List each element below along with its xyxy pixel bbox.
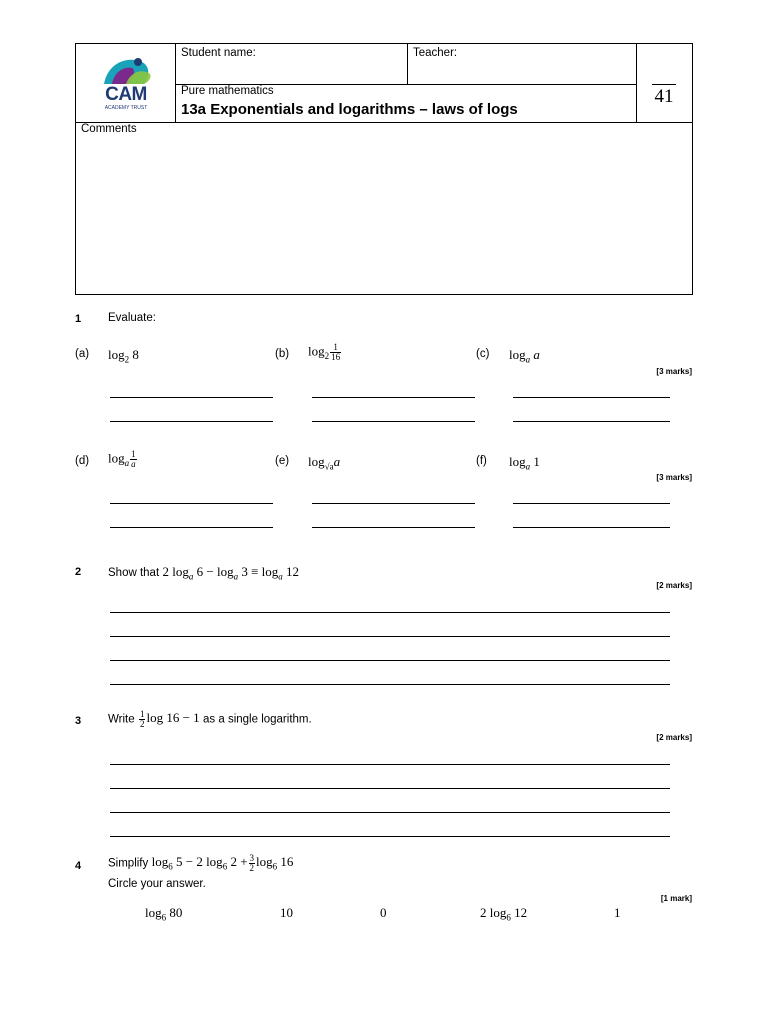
logo-text: CAM [105,84,147,105]
answer-line[interactable] [312,527,475,528]
student-name-label: Student name: [181,47,256,59]
answer-line[interactable] [110,397,273,398]
answer-line[interactable] [312,397,475,398]
logo [98,54,154,114]
answer-line[interactable] [513,397,670,398]
part-expression: $\log_a$ $\frac{1}{a}$ [108,449,136,469]
divider [175,44,176,122]
answer-line[interactable] [513,503,670,504]
answer-line[interactable] [110,636,670,637]
part-label: (a) [75,348,90,360]
question-prompt: Simplify $\log_6 5 - 2$ $\log_6 2$ + $\frac{3}{2}$ $\log_6 16$ [108,853,294,873]
answer-line[interactable] [110,527,273,528]
answer-line[interactable] [513,527,670,528]
answer-line[interactable] [110,764,670,765]
answer-option[interactable]: $\log_6 80$ [145,905,183,923]
answer-line[interactable] [312,503,475,504]
answer-option[interactable]: 2 $\log_6 12$ [480,905,528,923]
divider [636,44,637,122]
answer-option[interactable]: 0 [380,905,387,920]
part-label: (f) [476,455,487,467]
question-number: 2 [75,566,82,578]
comments-label: Comments [81,123,137,135]
part-label: (b) [275,348,290,360]
instruction: Circle your answer. [108,878,206,890]
page-title: 13a Exponentials and logarithms – laws of logs [181,101,518,118]
answer-line[interactable] [110,503,273,504]
marks-label: [3 marks] [656,473,692,482]
part-expression: $\log_a a$ [509,347,540,365]
part-expression: $\log_a 1$ [509,454,540,472]
marks-label: [2 marks] [656,733,692,742]
answer-line[interactable] [513,421,670,422]
part-label: (e) [275,455,290,467]
answer-line[interactable] [110,684,670,685]
logo-subtext: ACADEMY TRUST [104,105,148,111]
question-prompt: Evaluate: [108,312,156,324]
part-label: (c) [476,348,490,360]
question-number: 4 [75,860,82,872]
answer-line[interactable] [110,421,273,422]
part-expression: $\log_2 8$ [108,347,139,365]
answer-line[interactable] [312,421,475,422]
marks-label: [3 marks] [656,367,692,376]
divider [76,122,692,123]
divider [407,44,408,84]
answer-line[interactable] [110,836,670,837]
total-marks: 41 [654,86,674,107]
part-label: (d) [75,455,90,467]
answer-line[interactable] [110,812,670,813]
question-prompt: Show that 2 $\log_a 6 - \log_a 3 \equiv \log_a 12$ [108,564,300,582]
question-prompt: Write $\frac{1}{2}$ log 16 − 1 as a single logarithm. [108,709,312,729]
answer-line[interactable] [110,660,670,661]
answer-line[interactable] [110,788,670,789]
total-marks-line [652,84,676,85]
answer-line[interactable] [110,612,670,613]
header-box [75,43,693,295]
marks-label: [2 marks] [656,581,692,590]
teacher-label: Teacher: [413,47,458,59]
marks-label: [1 mark] [660,894,692,903]
subject-label: Pure mathematics [181,85,274,97]
answer-option[interactable]: 10 [280,905,293,920]
part-expression: $\log_2$ $\frac{1}{16}$ [308,342,341,362]
question-number: 3 [75,715,82,727]
question-number: 1 [75,313,82,325]
part-expression: $\log_{√a}a$ [308,454,341,472]
answer-option[interactable]: 1 [614,905,621,920]
